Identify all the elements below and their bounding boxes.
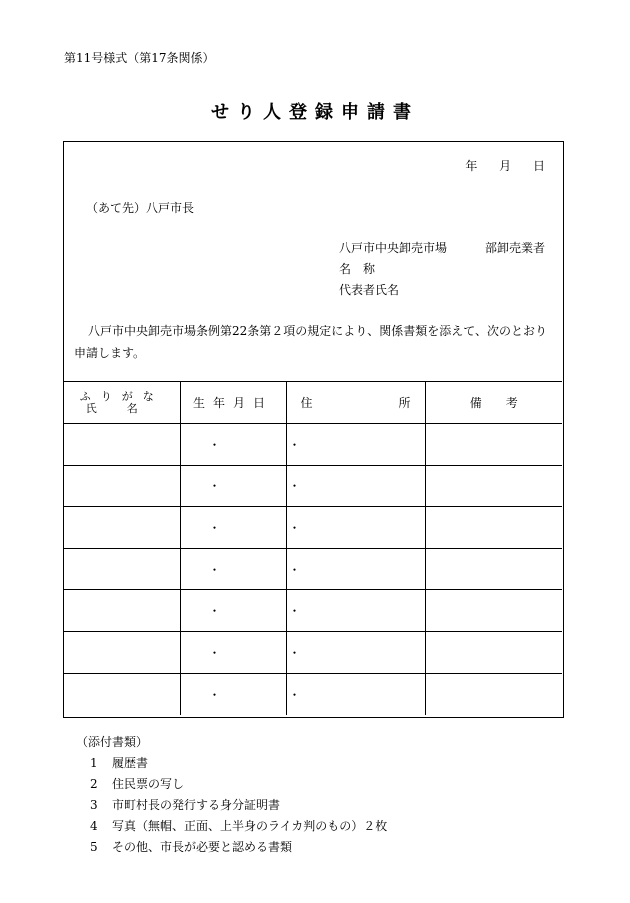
attachment-item: 2 住民票の写し — [90, 777, 185, 791]
date-line[interactable]: 年 月 日 — [465, 159, 545, 173]
application-frame — [63, 141, 564, 718]
applicant-name-label[interactable]: 名 称 — [339, 262, 376, 276]
form-number-label: 第11号様式（第17条関係） — [64, 51, 215, 65]
remarks-cell[interactable] — [425, 673, 562, 715]
birth-cell[interactable]: ・ ・ — [180, 631, 286, 673]
table-row — [64, 507, 562, 549]
table-row — [64, 673, 562, 715]
addressee: （あて先）八戸市長 — [86, 201, 195, 215]
header-name-label: 氏名 — [85, 401, 168, 415]
table-row — [64, 590, 562, 632]
attachment-item: 1 履歴書 — [90, 756, 149, 770]
header-birth: 生年月日 — [180, 382, 286, 424]
table-row — [64, 424, 562, 466]
birth-cell[interactable]: ・ ・ — [180, 465, 286, 507]
name-cell[interactable] — [64, 424, 180, 466]
attachments-title: （添付書類） — [76, 735, 149, 749]
birth-cell[interactable]: ・ ・ — [180, 590, 286, 632]
remarks-cell[interactable] — [425, 548, 562, 590]
attachments-list — [76, 732, 387, 858]
name-cell[interactable] — [64, 507, 180, 549]
birth-cell[interactable]: ・ ・ — [180, 548, 286, 590]
name-cell[interactable] — [64, 673, 180, 715]
header-name — [64, 382, 180, 424]
attachment-item: 3 市町村長の発行する身分証明書 — [90, 798, 281, 812]
birth-cell[interactable]: ・ ・ — [180, 507, 286, 549]
remarks-cell[interactable] — [425, 631, 562, 673]
attachment-item: 5 その他、市長が必要と認める書類 — [90, 840, 293, 854]
remarks-cell[interactable] — [425, 590, 562, 632]
birth-cell[interactable]: ・ ・ — [180, 424, 286, 466]
registration-table — [64, 381, 562, 715]
table-row — [64, 465, 562, 507]
table-row — [64, 548, 562, 590]
name-cell[interactable] — [64, 590, 180, 632]
table-header-row — [64, 382, 562, 424]
remarks-cell[interactable] — [425, 424, 562, 466]
applicant-role: 部卸売業者 — [485, 241, 546, 255]
header-address — [286, 382, 425, 424]
table-row — [64, 631, 562, 673]
remarks-cell[interactable] — [425, 507, 562, 549]
header-furigana: ふりがな — [79, 389, 164, 403]
attachment-item: 4 写真（無帽、正面、上半身のライカ判のもの）２枚 — [90, 819, 388, 833]
applicant-block — [339, 238, 546, 301]
name-cell[interactable] — [64, 631, 180, 673]
applicant-rep-label[interactable]: 代表者氏名 — [339, 283, 400, 297]
header-remarks: 備 考 — [425, 382, 562, 424]
application-statement: 八戸市中央卸売市場条例第22条第２項の規定により、関係書類を添えて、次のとおり申請します。 — [74, 324, 548, 360]
birth-cell[interactable]: ・ ・ — [180, 673, 286, 715]
page-title: せり人登録申請書 — [211, 102, 419, 123]
header-address-right: 所 — [398, 396, 411, 410]
name-cell[interactable] — [64, 465, 180, 507]
applicant-org[interactable]: 八戸市中央卸売市場 — [339, 241, 448, 255]
name-cell[interactable] — [64, 548, 180, 590]
remarks-cell[interactable] — [425, 465, 562, 507]
header-address-left: 住 — [300, 396, 313, 410]
